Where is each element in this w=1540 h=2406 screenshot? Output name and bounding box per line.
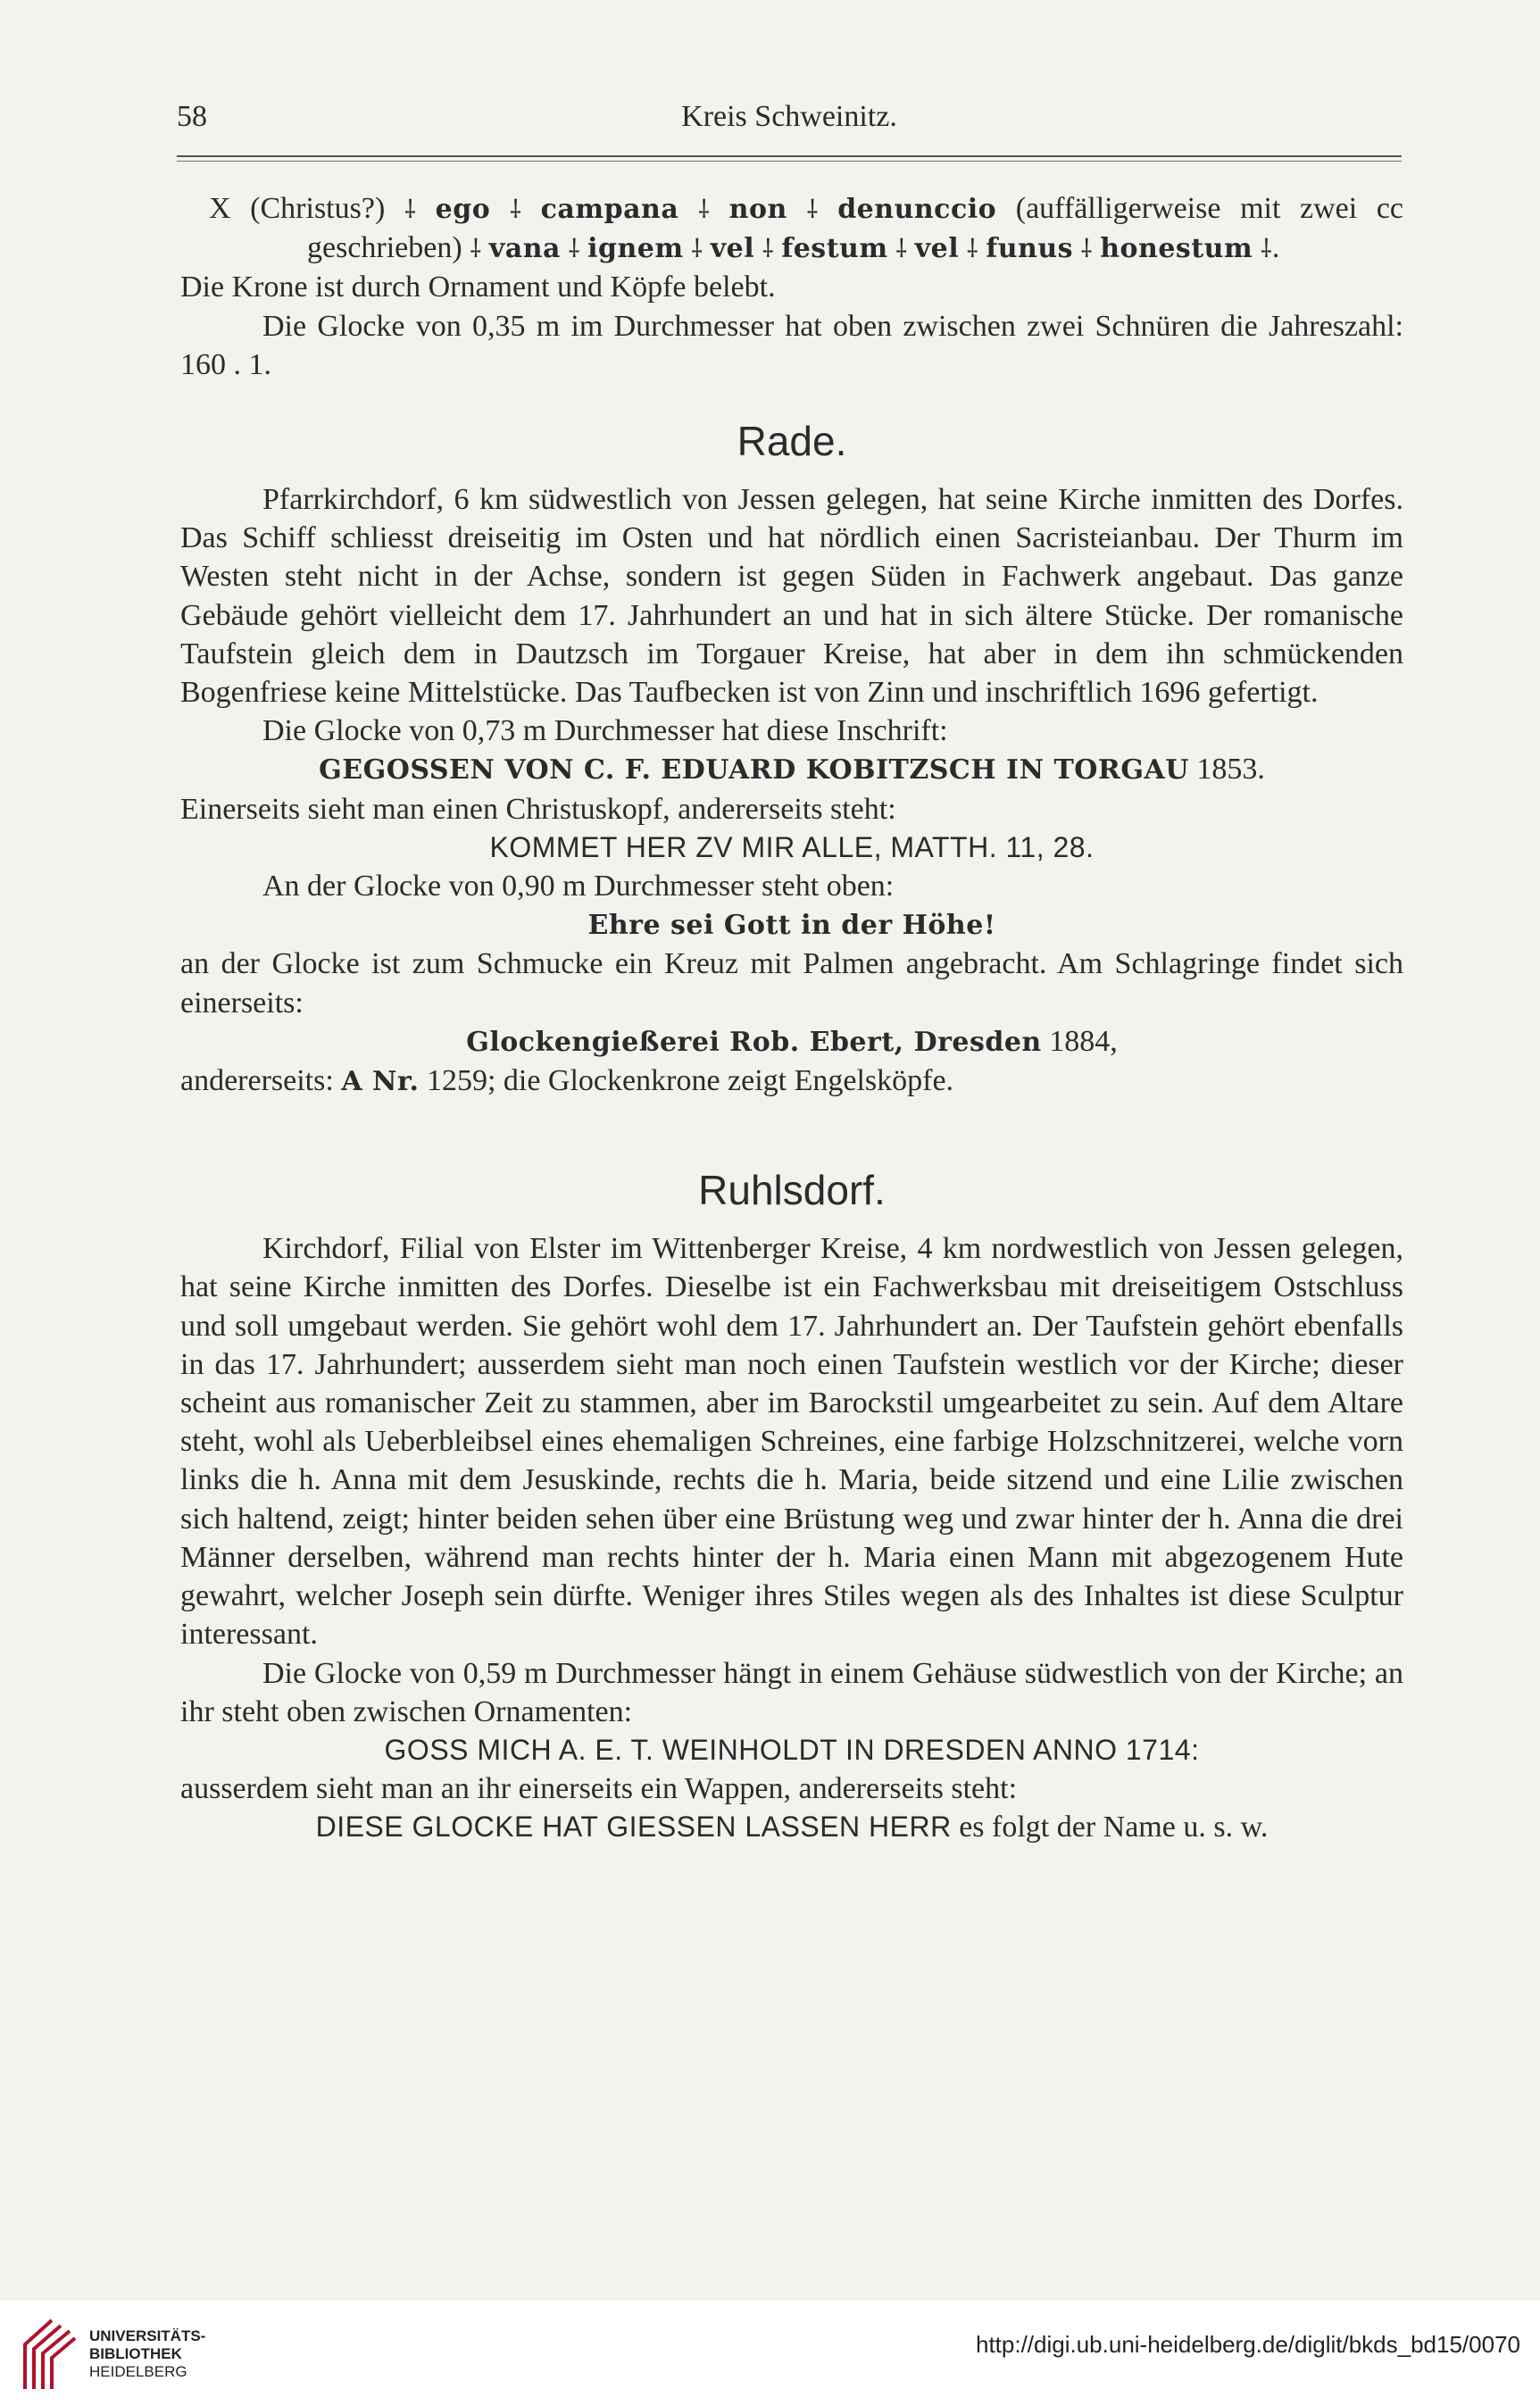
cross-icon: ⸸ (404, 195, 417, 224)
paragraph-rade-3: Einerseits sieht man einen Christuskopf, andererseits steht: (180, 792, 896, 826)
inscription-rade-d: Glockengießerei Rob. Ebert, Dresden 1884, (466, 1024, 1118, 1058)
running-title: Kreis Schweinitz. (681, 100, 897, 133)
paragraph-rade-6: andererseits: A Nr. 1259; die Glockenkrone zeigt Engelsköpfe. (180, 1064, 954, 1098)
inscription-rade-b: KOMMET HER ZV MIR ALLE, MATTH. 11, 28. (489, 830, 1095, 863)
cross-icon: ⸸ (806, 195, 819, 224)
source-url-link[interactable]: http://digi.ub.uni-heidelberg.de/diglit/bkds_bd15/0070 (975, 2331, 1520, 2358)
cross-icon: ⸸ (509, 195, 522, 224)
paragraph-ruhlsdorf-3: ausserdem sieht man an ihr einerseits ein Wappen, andererseits steht: (180, 1772, 1018, 1806)
section-heading-rade: Rade. (737, 418, 847, 465)
inscription-rade-c: Ehre sei Gott in der Höhe! (587, 910, 996, 942)
cross-icon: ⸸ (691, 234, 703, 264)
paragraph-rade-4: An der Glocke von 0,90 m Durchmesser steht oben: (262, 870, 895, 903)
header-rule-thick (177, 155, 1402, 157)
library-name: UNIVERSITÄTS- BIBLIOTHEK HEIDELBERG (89, 2327, 206, 2380)
inscription-rade-a: GEGOSSEN VON C. F. EDUARD KOBITZSCH IN TORGAU 1853. (319, 753, 1265, 787)
page-header (177, 100, 1402, 145)
cross-icon: ⸸ (966, 234, 978, 264)
library-logo-icon (16, 2313, 79, 2394)
digitization-footer (0, 2301, 1540, 2406)
paragraph-glocke: Die Glocke von 0,35 m im Durchmesser hat oben zwischen zwei Schnüren die Jahreszahl: 160 . 1. (180, 309, 1403, 381)
inscription-ruhlsdorf-b: DIESE GLOCKE HAT GIESSEN LASSEN HERR es folgt der Name u. s. w. (315, 1811, 1269, 1844)
cross-icon: ⸸ (895, 234, 908, 264)
inscription-bell-1: X (Christus?) ⸸ ego ⸸ campana ⸸ non ⸸ denunccio (auffälligerweise mit zwei cc geschrieben) ⸸ vana ⸸ ignem ⸸ vel ⸸ festum ⸸ vel ⸸ funus ⸸ honestum ⸸. (209, 192, 1404, 265)
cross-icon: ⸸ (1080, 234, 1093, 264)
cross-icon: ⸸ (470, 234, 482, 264)
page-number: 58 (177, 100, 207, 133)
inscription-ruhlsdorf-a: GOSS MICH A. E. T. WEINHOLDT IN DRESDEN ANNO 1714: (384, 1733, 1200, 1766)
cross-icon: ⸸ (697, 195, 711, 224)
cross-icon: ⸸ (762, 234, 774, 264)
paragraph-rade-1: Pfarrkirchdorf, 6 km südwestlich von Jessen gelegen, hat seine Kirche inmitten des Dorfes. Das Schiff schliesst dreiseitig im Osten und hat nördlich einen Sacristeianbau. Der Thurm im Westen steht nicht in der Achse, sondern ist gegen Süden in Fachwerk angebaut. Das ganze Gebäude gehört vielleicht dem 17. Jahrhundert an und hat in sich ältere Stücke. Der romanische Taufstein gleich dem in Dautzsch im Torgauer Kreise, hat aber in dem ihn schmückenden Bogenfriese keine Mittelstücke. Das Taufbecken ist von Zinn und inschriftlich 1696 gefertigt. (180, 483, 1403, 710)
body-text (180, 189, 1403, 1847)
paragraph-rade-2: Die Glocke von 0,73 m Durchmesser hat diese Inschrift: (262, 714, 948, 748)
section-heading-ruhlsdorf: Ruhlsdorf. (698, 1167, 886, 1214)
paragraph-ruhlsdorf-1: Kirchdorf, Filial von Elster im Wittenberger Kreise, 4 km nordwestlich von Jessen gelegen, hat seine Kirche inmitten des Dorfes. Dieselbe ist ein Fachwerksbau mit dreiseitigem Ostschluss und soll umgebaut werden. Sie gehört wohl dem 17. Jahrhundert an. Der Taufstein gehört ebenfalls in das 17. Jahrhundert; ausserdem sieht man noch einen Taufstein westlich vor der Kirche; dieser scheint aus romanischer Zeit zu stammen, aber im Barockstil umgearbeitet zu sein. Auf dem Altare steht, wohl als Ueberbleibsel eines ehemaligen Schreines, eine farbige Holzschnitzerei, welche vorn links die h. Anna mit dem Jesuskinde, rechts die h. Maria, beide sitzend und eine Lilie zwischen sich haltend, zeigt; hinter beiden sehen über eine Brüstung weg und zwar hinter der h. Anna die drei Männer derselben, während man rechts hinter der h. Maria einen Mann mit abgezogenem Hute gewahrt, welcher Joseph sein dürfte. Weniger ihres Stiles wegen als des Inhaltes ist diese Sculptur interessant. (180, 1232, 1403, 1652)
paragraph-rade-5: an der Glocke ist zum Schmucke ein Kreuz mit Palmen angebracht. Am Schlagringe findet sich einerseits: (180, 947, 1403, 1020)
paragraph-krone: Die Krone ist durch Ornament und Köpfe belebt. (180, 271, 776, 304)
paragraph-ruhlsdorf-2: Die Glocke von 0,59 m Durchmesser hängt in einem Gehäuse südwestlich von der Kirche; an ihr steht oben zwischen Ornamenten: (180, 1656, 1403, 1728)
header-rule-thin (177, 161, 1402, 162)
cross-icon: ⸸ (1260, 234, 1272, 264)
cross-icon: ⸸ (568, 234, 580, 264)
